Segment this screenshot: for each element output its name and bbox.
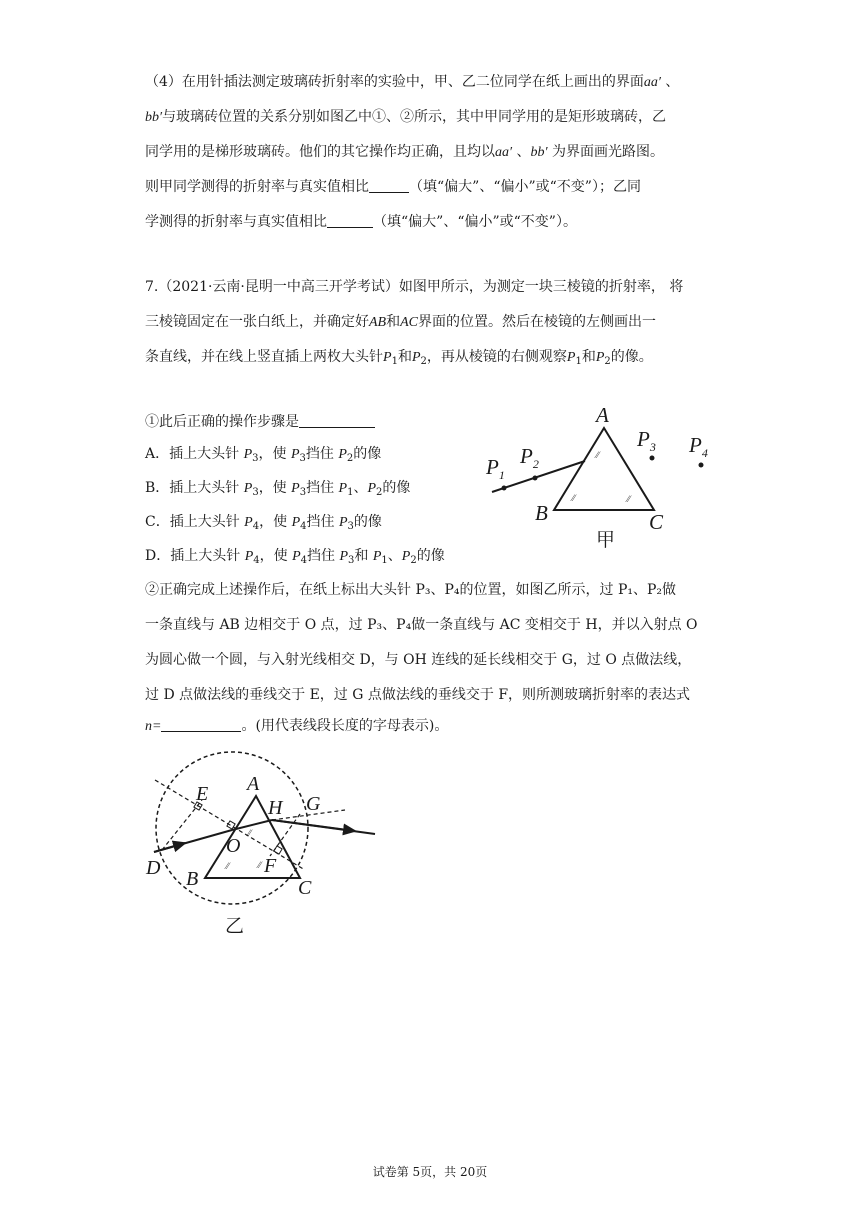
option-math: P (243, 481, 253, 496)
q7-text: 条直线，并在线上竖直插上两枚大头针 (145, 349, 383, 365)
label-c: C (649, 510, 664, 534)
label-o: O (226, 835, 241, 857)
option-text: ，使 (259, 548, 293, 564)
q7-text: 一条直线与 AB 边相交于 O 点，过 P₃、P₄做一条直线与 AC 变相交于 H，并以入射点 O (145, 617, 698, 633)
q4-text: 学测得的折射率与真实值相比 (145, 214, 327, 230)
option-text: 的像 (353, 446, 382, 462)
figure-caption: 甲 (596, 529, 616, 551)
q7-sub: 2 (604, 356, 611, 367)
option-sub: 4 (300, 555, 308, 566)
q4-text: （4）在用针插法测定玻璃砖折射率的实验中，甲、乙二位同学在纸上画出的界面 (145, 74, 644, 90)
q4-math: aa′ (643, 75, 661, 90)
q4-text: （填“偏大”、“偏小”或“不变”）。 (373, 214, 577, 230)
option-text: ，使 (259, 514, 292, 530)
option-sub: 2 (410, 555, 417, 566)
q4-line-1 (145, 72, 679, 93)
q7-text: ①此后正确的操作步骤是 (145, 414, 299, 430)
option-text: 、 (387, 548, 402, 564)
option-text: 挡住 (306, 514, 339, 530)
option-text: D．插上大头针 (145, 548, 245, 564)
q7-part2-line-1 (145, 580, 676, 600)
option-math: P (372, 549, 382, 564)
option-math: P (291, 515, 301, 530)
label-a: A (596, 403, 609, 427)
option-sub: 1 (381, 555, 388, 566)
glass-hatch: ⁄⁄ (248, 828, 252, 838)
q7-part1-prompt (145, 412, 375, 432)
q7-intro-line-3 (145, 347, 653, 372)
label-d: D (146, 857, 161, 879)
q7-text: 和 (397, 349, 412, 365)
q7-sub: 2 (420, 356, 427, 367)
option-text: 的像 (353, 514, 382, 530)
option-math: P (290, 447, 300, 462)
label-c: C (298, 877, 312, 899)
option-sub: 3 (252, 453, 259, 464)
q7-text: ，再从棱镜的右侧观察 (426, 349, 567, 365)
option-math: P (243, 447, 253, 462)
q4-text: 与玻璃砖位置的关系分别如图乙中①、②所示，其中甲同学用的是矩形玻璃砖，乙 (162, 109, 667, 125)
q7-part2-line-2 (145, 615, 698, 635)
option-text: ，使 (258, 446, 291, 462)
option-text: 的像 (382, 480, 411, 496)
q4-line-4 (145, 177, 641, 197)
perpendicular-de (162, 800, 202, 850)
option-math: P (292, 549, 301, 564)
answer-blank[interactable] (299, 413, 375, 428)
q4-line-2 (145, 107, 666, 128)
option-b[interactable] (145, 478, 410, 503)
option-sub: 1 (347, 487, 354, 498)
q7-sub: 1 (575, 356, 582, 367)
option-sub: 3 (299, 487, 307, 498)
q7-text: 三棱镜固定在一张白纸上，并确定好 (145, 314, 369, 330)
q4-text: 为界面画光路图。 (547, 144, 665, 160)
option-text: 挡住 (307, 548, 340, 564)
option-math: P (291, 481, 300, 496)
q7-math: P (595, 350, 605, 365)
option-sub: 4 (252, 521, 260, 532)
q4-line-3 (145, 142, 664, 163)
option-math: P (338, 481, 348, 496)
q7-math: AC (400, 315, 418, 330)
option-text: 和 (354, 548, 373, 564)
figure-jia (480, 398, 730, 558)
option-math: P (338, 447, 347, 462)
option-sub: 3 (348, 555, 355, 566)
q7-text: 和 (581, 349, 596, 365)
prism-triangle (205, 796, 300, 878)
glass-hatch: ⁄⁄ (572, 493, 576, 503)
q4-math: bb′ (530, 145, 548, 160)
dashed-circle (156, 752, 308, 904)
right-angle-mark (274, 846, 282, 854)
q4-line-5 (145, 212, 577, 232)
label-b: B (535, 501, 548, 525)
option-math: P (339, 549, 349, 564)
q7-intro-line-2 (145, 312, 656, 333)
option-math: P (338, 515, 348, 530)
q4-math: bb′ (145, 110, 163, 125)
q4-text: 则甲同学测得的折射率与真实值相比 (145, 179, 369, 195)
option-sub: 3 (299, 453, 306, 464)
option-text: ，使 (258, 480, 292, 496)
answer-blank[interactable] (369, 178, 409, 193)
q4-text: 、 (660, 74, 680, 90)
option-text: 挡住 (305, 446, 339, 462)
option-math: P (367, 481, 377, 496)
option-sub: 2 (346, 453, 354, 464)
q7-text: 为圆心做一个圆，与入射光线相交 D，与 OH 连线的延长线相交于 G，过 O 点做法线， (145, 652, 692, 668)
glass-hatch: ⁄⁄ (596, 450, 600, 460)
figure-yi (140, 748, 385, 938)
page-footer: 试卷第 5页，共 20页 (372, 1165, 488, 1179)
option-text: 挡住 (306, 480, 339, 496)
q7-text: 和 (386, 314, 401, 330)
q7-math: n= (145, 719, 162, 734)
option-text: 、 (353, 480, 368, 496)
label-p1: $P_1$ (486, 455, 505, 482)
option-math: P (244, 515, 253, 530)
option-sub: 4 (300, 521, 307, 532)
q4-text: 同学用的是梯形玻璃砖。他们的其它操作均正确，且均以 (145, 144, 495, 160)
q7-part2-line-4 (145, 685, 690, 705)
glass-hatch: ⁄⁄ (627, 494, 631, 504)
option-sub: 2 (376, 487, 383, 498)
q7-text: 7.（2021·云南·昆明一中高三开学考试）如图甲所示，为测定一块三棱镜的折射率， 将 (145, 279, 684, 295)
emergent-arrow (272, 820, 355, 831)
q7-text: 。(用代表线段长度的字母表示)。 (241, 718, 449, 734)
q7-text: 过 D 点做法线的垂线交于 E，过 G 点做法线的垂线交于 F，则所测玻璃折射率的表达式 (145, 687, 691, 703)
pin-p3 (650, 456, 655, 461)
q7-intro-line-1 (145, 277, 683, 297)
pin-p1 (502, 486, 507, 491)
q7-text: 的像。 (610, 349, 653, 365)
q4-text: （填“偏大”、“偏小”或“不变”）；乙同 (409, 179, 641, 195)
label-h: H (268, 797, 283, 819)
label-g: G (306, 793, 321, 815)
label-p2: $P_2$ (520, 444, 539, 471)
option-text: A．插上大头针 (145, 446, 244, 462)
q7-part2-line-5 (145, 716, 448, 737)
q7-math: P (566, 350, 576, 365)
answer-blank[interactable] (327, 213, 373, 228)
pin-p4 (699, 463, 704, 468)
option-text: B．插上大头针 (145, 480, 244, 496)
label-f: F (264, 855, 277, 877)
label-b: B (186, 868, 199, 890)
q7-math: AB (369, 315, 387, 330)
q4-text: 、 (512, 144, 531, 160)
q7-text: 界面的位置。然后在棱镜的左侧画出一 (418, 314, 656, 330)
glass-hatch: ⁄⁄ (258, 860, 262, 870)
q7-sub: 1 (391, 356, 398, 367)
label-p3: $P_3$ (637, 427, 656, 454)
option-text: 的像 (416, 548, 445, 564)
option-sub: 3 (252, 487, 259, 498)
q7-text: ②正确完成上述操作后，在纸上标出大头针 P₃、P₄的位置，如图乙所示，过 P₁、P₂做 (145, 582, 677, 598)
figure-caption: 乙 (225, 915, 245, 937)
pin-p2 (533, 476, 538, 481)
option-math: P (244, 549, 254, 564)
q7-math: P (411, 350, 421, 365)
option-d[interactable] (145, 546, 445, 571)
label-e: E (196, 783, 209, 805)
answer-blank[interactable] (161, 717, 241, 732)
option-text: C．插上大头针 (145, 514, 245, 530)
q4-math: aa′ (495, 145, 513, 160)
q7-math: P (383, 350, 392, 365)
option-c[interactable] (145, 512, 382, 537)
q7-part2-line-3 (145, 650, 691, 670)
option-math: P (401, 549, 411, 564)
label-p4: $P_4$ (689, 433, 708, 460)
option-a[interactable] (145, 444, 381, 469)
glass-hatch: ⁄⁄ (226, 861, 230, 871)
option-sub: 4 (253, 555, 260, 566)
option-sub: 3 (347, 521, 354, 532)
label-a: A (247, 773, 260, 795)
